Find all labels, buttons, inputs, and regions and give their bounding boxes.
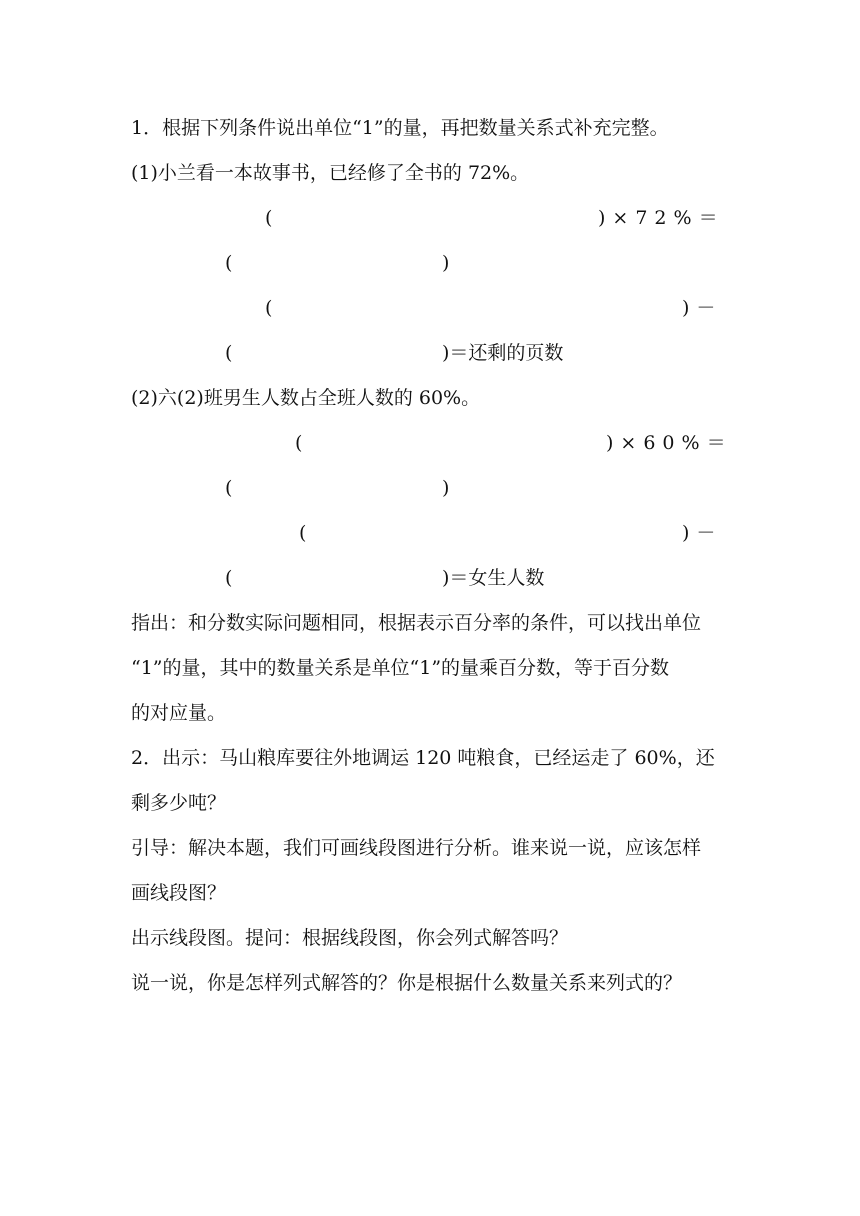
q1-sub2-eq1-line2-close-paren: ) bbox=[442, 477, 450, 499]
point-out-line: 的对应量。 bbox=[131, 702, 227, 724]
q2-show-line: 剩多少吨？ bbox=[131, 792, 227, 814]
point-out-line: 指出：和分数实际问题相同，根据表示百分率的条件，可以找出单位 bbox=[131, 612, 702, 634]
q1-sub1-eq2-line2-open-paren: ( bbox=[225, 342, 233, 364]
q1-sub1-eq2-line2-result: )＝还剩的页数 bbox=[442, 342, 564, 364]
q1-sub1-eq1-line2-open-paren: ( bbox=[225, 252, 233, 274]
point-out-line: “1”的量，其中的数量关系是单位“1”的量乘百分数，等于百分数 bbox=[131, 657, 670, 679]
q1-sub1-eq1-open-paren: ( bbox=[265, 207, 273, 229]
q1-sub2-eq1-line2-open-paren: ( bbox=[225, 477, 233, 499]
q1-title: 1．根据下列条件说出单位“1”的量，再把数量关系式补充完整。 bbox=[131, 117, 669, 139]
q1-sub2-eq2-operator: )－ bbox=[682, 522, 723, 544]
q1-sub1-eq1-operator: )×72%＝ bbox=[598, 207, 725, 229]
q2-show-diagram: 出示线段图。提问：根据线段图，你会列式解答吗？ bbox=[131, 927, 569, 949]
q1-sub2-eq1-operator: )×60%＝ bbox=[606, 432, 733, 454]
q1-sub1-eq2-operator: )－ bbox=[682, 297, 723, 319]
q1-sub2-eq2-line2-result: )＝女生人数 bbox=[442, 567, 545, 589]
q1-sub2-condition: (2)六(2)班男生人数占全班人数的 60%。 bbox=[131, 387, 481, 409]
q1-sub2-eq2-open-paren: ( bbox=[299, 522, 307, 544]
q1-sub2-eq1-open-paren: ( bbox=[295, 432, 303, 454]
q2-say: 说一说，你是怎样列式解答的？你是根据什么数量关系来列式的？ bbox=[131, 972, 683, 994]
q2-guide-line: 画线段图？ bbox=[131, 882, 227, 904]
q2-guide-line: 引导：解决本题，我们可画线段图进行分析。谁来说一说，应该怎样 bbox=[131, 837, 702, 859]
q2-show-line: 2．出示：马山粮库要往外地调运 120 吨粮食，已经运走了 60%，还 bbox=[131, 747, 715, 769]
q1-sub2-eq2-line2-open-paren: ( bbox=[225, 567, 233, 589]
q1-sub1-eq1-line2-close-paren: ) bbox=[442, 252, 450, 274]
q1-sub1-condition: (1)小兰看一本故事书，已经修了全书的 72%。 bbox=[131, 162, 530, 184]
q1-sub1-eq2-open-paren: ( bbox=[265, 297, 273, 319]
